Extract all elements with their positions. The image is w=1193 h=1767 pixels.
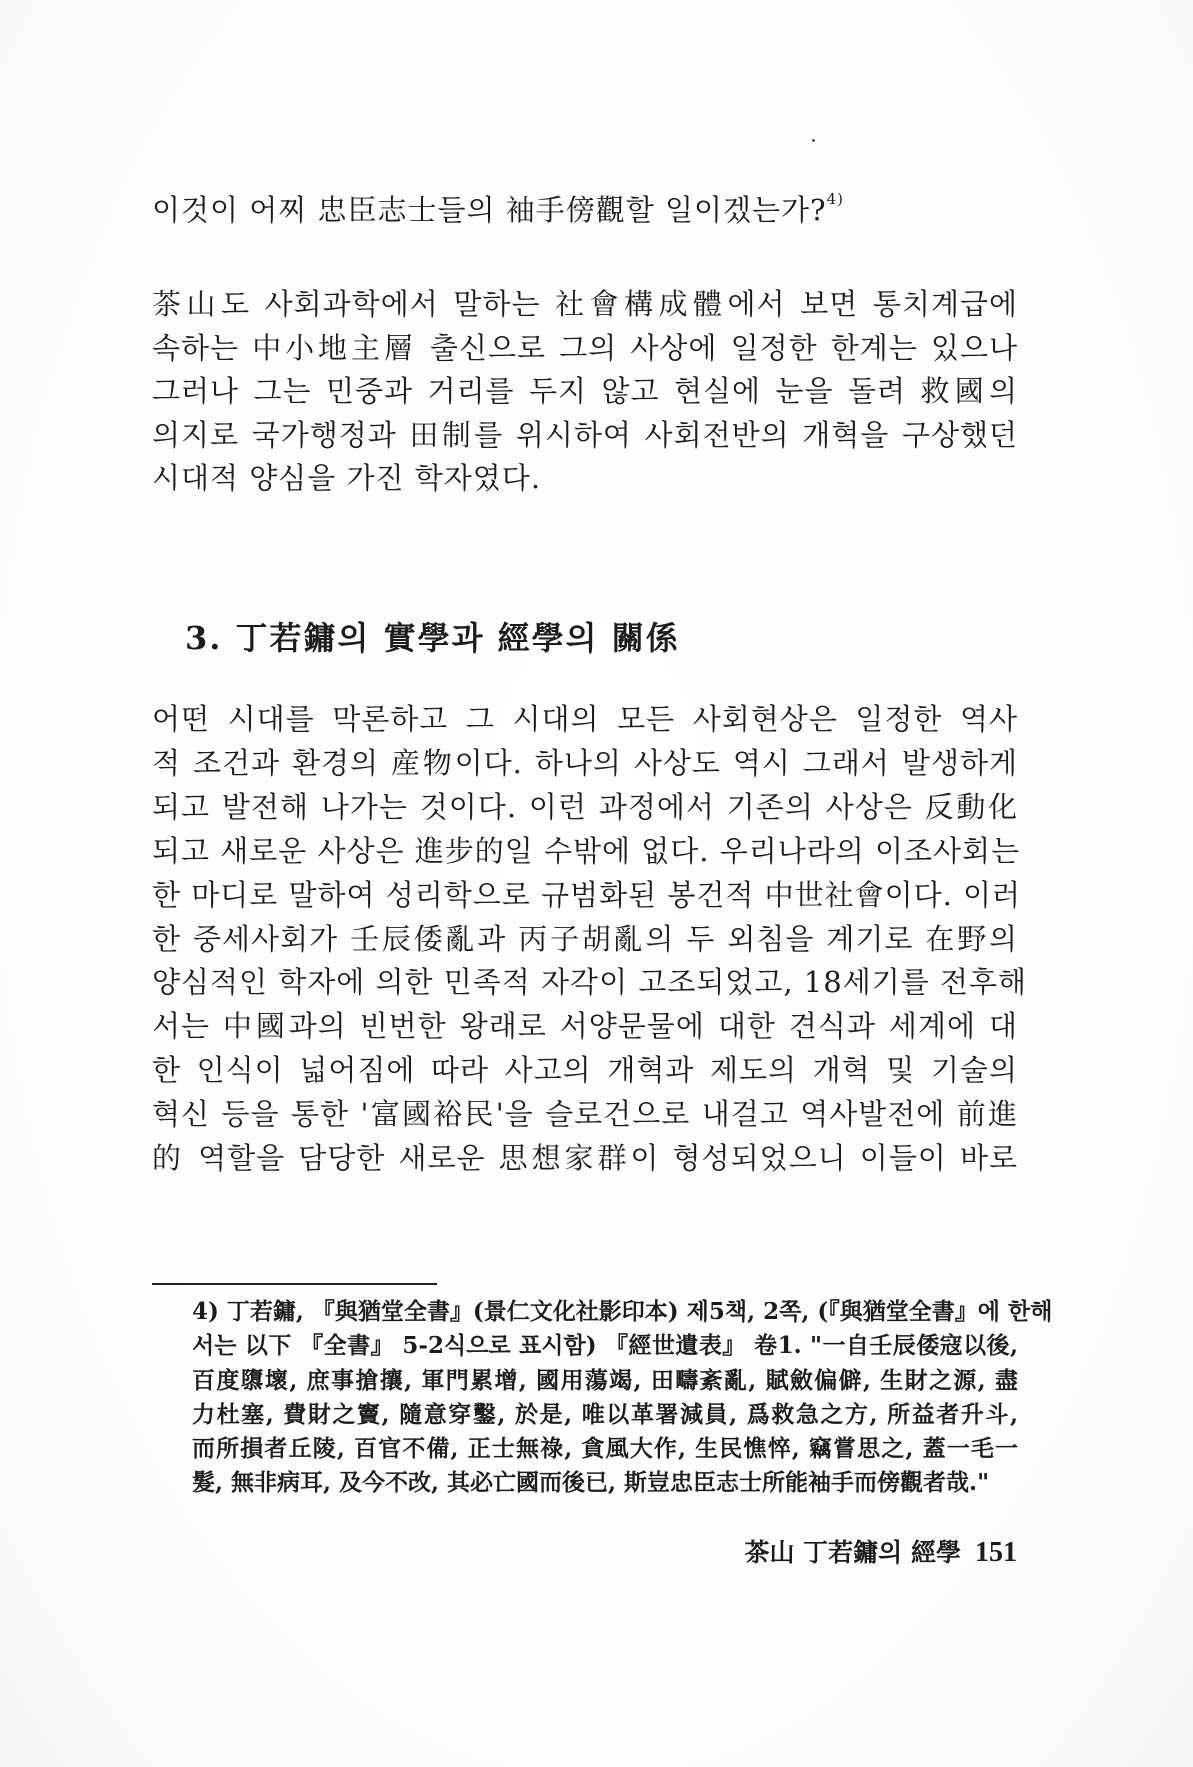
paragraph-line: 시대적 양심을 가진 학자였다. (152, 461, 542, 495)
running-head: 茶山 丁若鏞의 經學 (744, 1538, 961, 1567)
ink-speck (812, 139, 815, 142)
paragraph-line: 혁신 등을 통한 '富國裕民'을 슬로건으로 내걸고 역사발전에 前進 (152, 1097, 1018, 1132)
opening-sentence (152, 188, 1018, 232)
footnote-line: 4) 丁若鏞, 『與猶堂全書』(景仁文化社影印本) 제5책, 2쪽, (『與猶堂全書』에 한해 (192, 1298, 1053, 1325)
footnote-line: 서는 以下 『全書』 5-2식으로 표시함) 『經世遺表』 卷1. "一自壬辰倭寇以後, (192, 1332, 1018, 1360)
paragraph-1 (152, 283, 1018, 501)
paragraph-line: 되고 새로운 사상은 進步的일 수밖에 없다. 우리나라의 이조사회는 (152, 833, 1021, 868)
page-number: 151 (975, 1537, 1017, 1568)
footnote-ref: 4) (826, 190, 845, 208)
paragraph-line: 양심적인 학자에 의한 민족적 자각이 고조되었고, 18세기를 전후해 (152, 965, 1028, 1000)
paragraph-line: 茶山도 사회과학에서 말하는 社會構成體에서 보면 통치계급에 (152, 287, 1018, 321)
opening-text: 이것이 어찌 忠臣志士들의 袖手傍觀할 일이겠는가? (152, 193, 827, 227)
page-footer (741, 1533, 1017, 1569)
paragraph-line: 的 역할을 담당한 새로운 思想家群이 형성되었으니 이들이 바로 (152, 1141, 1018, 1176)
paragraph-line: 한 중세사회가 壬辰倭亂과 丙子胡亂의 두 외침을 계기로 在野의 (152, 921, 1018, 956)
paragraph-line: 속하는 中小地主層 출신으로 그의 사상에 일정한 한계는 있으나 (152, 330, 1018, 365)
paragraph-line: 그러나 그는 민중과 거리를 두지 않고 현실에 눈을 돌려 救國의 (152, 374, 1018, 408)
paragraph-line: 한 인식이 넓어짐에 따라 사고의 개혁과 제도의 개혁 및 기술의 (152, 1053, 1018, 1088)
paragraph-line: 한 마디로 말하여 성리학으로 규범화된 봉건적 中世社會이다. 이러 (152, 877, 1022, 912)
paragraph-line: 의지로 국가행정과 田制를 위시하여 사회전반의 개혁을 구상했던 (152, 417, 1018, 452)
footnote-line: 百度隳壞, 庶事搶攘, 軍門累增, 國用蕩竭, 田疇紊亂, 賦斂偏僻, 生財之源, 盡 (192, 1366, 1018, 1394)
footnote-line: 髮, 無非病耳, 及今不改, 其必亡國而後已, 斯豈忠臣志士所能袖手而傍觀者哉." (192, 1469, 990, 1497)
opening-line (152, 188, 1018, 232)
paragraph-line: 되고 발전해 나가는 것이다. 이런 과정에서 기존의 사상은 反動化 (152, 789, 1018, 824)
footnote-line: 力杜塞, 費財之竇, 隨意穿鑿, 於是, 唯以革署減員, 爲救急之方, 所益者升斗, (192, 1400, 1018, 1428)
paragraph-line: 어떤 시대를 막론하고 그 시대의 모든 사회현상은 일정한 역사 (152, 702, 1018, 736)
footnote-4 (192, 1295, 1053, 1501)
footnote-line: 而所損者丘陵, 百官不備, 正士無祿, 貪風大作, 生民憔悴, 竊嘗思之, 蓋一毛一 (192, 1435, 1018, 1463)
footnote-divider (152, 1283, 437, 1285)
paragraph-2 (152, 698, 1028, 1181)
paragraph-line: 적 조건과 환경의 産物이다. 하나의 사상도 역시 그래서 발생하게 (152, 745, 1018, 780)
section-heading: 3. 丁若鏞의 實學과 經學의 關係 (185, 619, 680, 657)
paragraph-line: 서는 中國과의 빈번한 왕래로 서양문물에 대한 견식과 세계에 대 (152, 1009, 1018, 1044)
